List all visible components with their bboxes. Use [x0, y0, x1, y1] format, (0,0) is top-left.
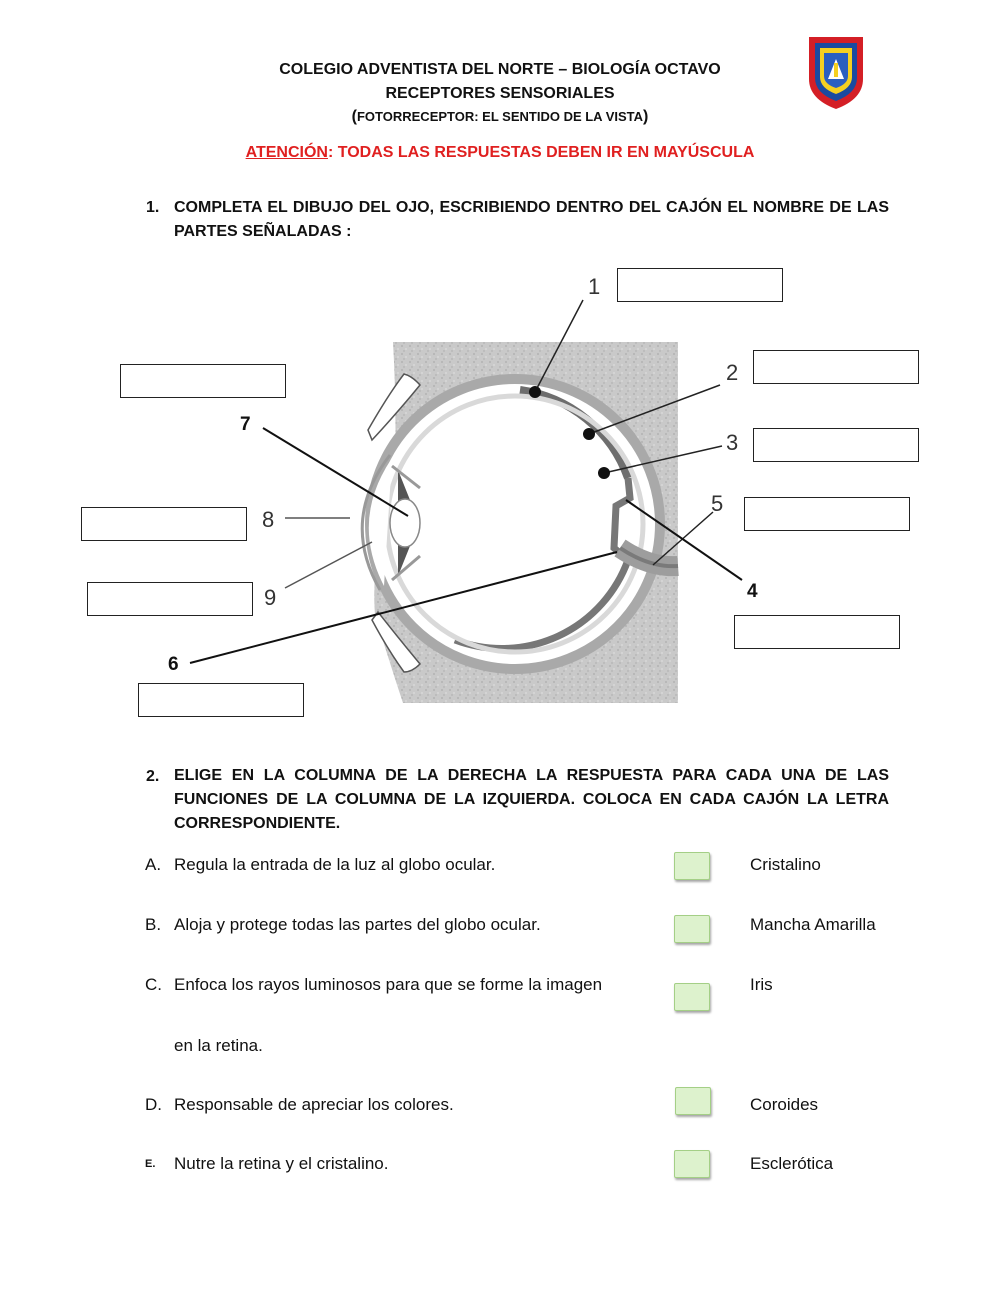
label-3: 3 [726, 430, 739, 455]
answer-input-4[interactable] [735, 616, 899, 648]
question-2-text: ELIGE EN LA COLUMNA DE LA DERECHA LA RESPUESTA PARA CADA UNA DE LAS FUNCIONES DE LA COLUMNA DE LA IZQUIERDA. COLOCA EN CADA CAJÓN LA LETRA CORRESPONDIENTE. [174, 767, 889, 832]
answer-input-d[interactable] [676, 1088, 714, 1116]
item-b-letter: B. [145, 915, 162, 934]
answer-box-4[interactable] [734, 615, 900, 649]
answer-input-5[interactable] [745, 498, 909, 530]
school-crest-logo [806, 33, 866, 111]
label-8: 8 [262, 507, 275, 532]
option-cristalino: Cristalino [750, 855, 821, 874]
attention-label: ATENCIÓN [245, 144, 328, 161]
answer-box-d[interactable] [675, 1087, 711, 1115]
attention-notice [0, 144, 1000, 162]
answer-input-3[interactable] [754, 429, 918, 461]
topic-title: RECEPTORES SENSORIALES [385, 85, 615, 102]
answer-box-8[interactable] [81, 507, 247, 541]
answer-box-5[interactable] [744, 497, 910, 531]
label-6: 6 [168, 654, 179, 675]
answer-box-b[interactable] [674, 915, 710, 943]
answer-input-c[interactable] [675, 984, 713, 1012]
option-esclerotica: Esclerótica [750, 1154, 834, 1173]
answer-input-2[interactable] [754, 351, 918, 383]
subtitle-text: FOTORRECEPTOR: EL SENTIDO DE LA VISTA [356, 109, 644, 124]
item-c-letter: C. [145, 975, 162, 994]
label-9: 9 [264, 585, 277, 610]
label-5: 5 [711, 491, 724, 516]
answer-box-a[interactable] [674, 852, 710, 880]
answer-input-1[interactable] [618, 269, 782, 301]
item-c-text: Enfoca los rayos luminosos para que se forme la imagen [174, 975, 603, 994]
item-d-letter: D. [145, 1095, 162, 1114]
option-coroides: Coroides [750, 1095, 819, 1114]
label-1: 1 [588, 274, 601, 299]
answer-input-9[interactable] [88, 583, 252, 615]
item-c-text-continued: en la retina. [174, 1036, 263, 1055]
answer-box-9[interactable] [87, 582, 253, 616]
attention-text: : TODAS LAS RESPUESTAS DEBEN IR EN MAYÚSCULA [327, 144, 755, 161]
item-e-text: Nutre la retina y el cristalino. [174, 1154, 389, 1173]
option-iris: Iris [750, 975, 773, 994]
answer-box-c[interactable] [674, 983, 710, 1011]
answer-input-8[interactable] [82, 508, 246, 540]
subtitle-open: ( [351, 108, 357, 125]
school-title: COLEGIO ADVENTISTA DEL NORTE – BIOLOGÍA OCTAVO [279, 61, 721, 78]
answer-input-7[interactable] [121, 365, 285, 397]
item-e-letter: E. [145, 1158, 156, 1170]
question-1-number: 1. [146, 199, 160, 216]
answer-input-6[interactable] [139, 684, 303, 716]
question-1-text: COMPLETA EL DIBUJO DEL OJO, ESCRIBIENDO DENTRO DEL CAJÓN EL NOMBRE DE LAS PARTES SEÑALADAS : [174, 199, 889, 240]
answer-input-e[interactable] [675, 1151, 713, 1179]
answer-input-b[interactable] [675, 916, 713, 944]
answer-box-e[interactable] [674, 1150, 710, 1178]
answer-input-a[interactable] [675, 853, 713, 881]
answer-box-3[interactable] [753, 428, 919, 462]
label-7: 7 [240, 414, 251, 435]
item-d-text: Responsable de apreciar los colores. [174, 1095, 454, 1114]
label-4: 4 [747, 581, 758, 602]
eye-diagram [0, 255, 1000, 735]
subtitle-close: ) [643, 108, 649, 125]
answer-box-2[interactable] [753, 350, 919, 384]
item-b-text: Aloja y protege todas las partes del globo ocular. [174, 915, 541, 934]
item-a-letter: A. [145, 855, 162, 874]
answer-box-1[interactable] [617, 268, 783, 302]
label-2: 2 [726, 360, 739, 385]
answer-box-6[interactable] [138, 683, 304, 717]
item-a-text: Regula la entrada de la luz al globo ocular. [174, 855, 496, 874]
option-mancha-amarilla: Mancha Amarilla [750, 915, 876, 934]
answer-box-7[interactable] [120, 364, 286, 398]
question-2-number: 2. [146, 768, 160, 785]
